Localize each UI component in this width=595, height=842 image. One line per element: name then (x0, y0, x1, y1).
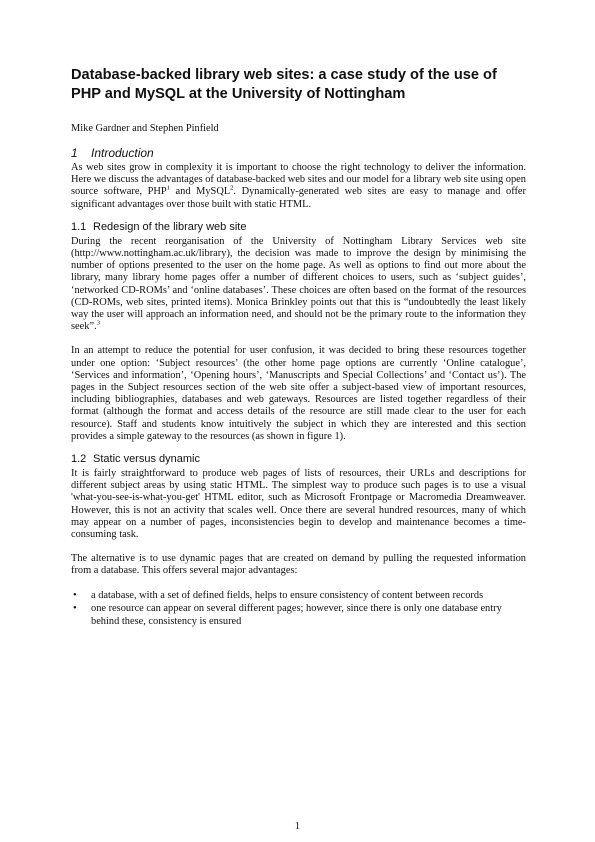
bullet-icon: • (73, 589, 77, 601)
redesign-paragraph-1 (71, 236, 526, 334)
subsection-number: 1.1 (71, 220, 87, 233)
text-run: and MySQL (169, 186, 231, 198)
section-heading-introduction (71, 146, 526, 160)
list-item (71, 590, 526, 602)
bullet-icon: • (73, 603, 77, 615)
footnote-ref: 2 (230, 184, 234, 192)
list-item-text: a database, with a set of defined fields, helps to ensure consistency of content between records (91, 589, 484, 601)
subsection-number: 1.2 (71, 453, 87, 466)
intro-paragraph (71, 162, 526, 211)
list-item (71, 603, 526, 628)
subsection-title: Static versus dynamic (93, 453, 200, 466)
subsection-heading-redesign (71, 221, 526, 234)
paper-title: Database-backed library web sites: a case study of the use of PHP and MySQL at the University of Nottingham (71, 67, 497, 102)
footnote-ref: 3 (96, 319, 100, 327)
footnote-ref: 1 (166, 184, 170, 192)
page-number: 1 (294, 821, 301, 832)
advantages-list (71, 590, 526, 628)
text-run: During the recent reorganisation of the University of Nottingham Library Services web site (http://www.nottingham.ac.uk/library), the decision was made to improve the design by minimising the number of options presented to the user on the home page. As well as options to find out more about the library, many library home pages offer a number of different choices to users, such as ‘subject guides’, ‘networked CD-ROMs’ and ‘online databases’. These choices are often based on the format of the resources (CD-ROMs, web sites, printed items). Monica Brinkley points out that this is “undoubtedly the least likely way the user will approach an information need, and should not be the primary route to the information they seek”. (71, 235, 526, 333)
section-title: Introduction (91, 146, 154, 160)
text-run: As web sites grow in complexity it is important to choose the right technology to deliver the information. Here we discuss the advantages of database-backed web sites and our model for a library web site using open source software, PHP (71, 162, 526, 198)
subsection-title: Redesign of the library web site (93, 220, 247, 233)
text-run: . Dynamically-generated web sites are easy to manage and offer significant advantages over those built with static HTML. (71, 186, 527, 210)
static-paragraph-2: The alternative is to use dynamic pages that are created on demand by pulling the requested information from a database. This offers several major advantages: (71, 553, 526, 577)
static-paragraph-1: It is fairly straightforward to produce web pages of lists of resources, their URLs and descriptions for different subject areas by using static HTML. The simplest way to produce such pages is to use a visual 'what-you-see-is-what-you-get' HTML editor, such as Microsoft Frontpage or Macromedia Dreamweaver. However, this is not an activity that scales well. Once there are several hundred resources, many of which may appear on a number of pages, inconsistencies begin to develop and maintenance becomes a time-consuming task. (71, 468, 526, 541)
author-line: Mike Gardner and Stephen Pinfield (71, 123, 219, 134)
section-number: 1 (71, 146, 78, 160)
subsection-heading-static-vs-dynamic (71, 453, 526, 466)
page-content (71, 66, 526, 629)
list-item-text: one resource can appear on several different pages; however, since there is only one database entry behind these, consistency is ensured (91, 603, 502, 627)
redesign-paragraph-2: In an attempt to reduce the potential for user confusion, it was decided to bring these resources together under one option: ‘Subject resources’ (the other home page options are currently ‘Online catalogue’, ‘Services and information’, ‘Opening hours’, ‘Manuscripts and Special Collections’ and ‘Contact us’). The pages in the Subject resources section of the web site offer a subject-based view of important resources, including bibliographies, databases and web gateways. Resources are listed together regardless of their format (although the format and access details of the resource are still made clear to the user for each resource). Staff and students know intuitively the subject in which they are interested and this section provides a simple gateway to the resources (as shown in figure 1). (71, 345, 526, 442)
